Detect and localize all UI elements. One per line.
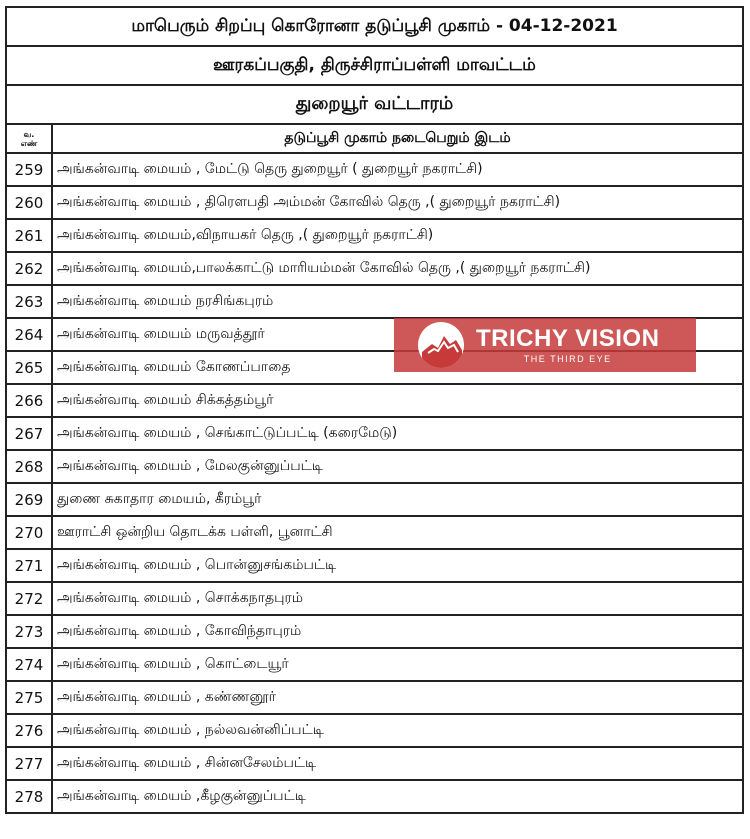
table-row [6,417,743,450]
serial-number-cell: 277 [6,747,52,780]
place-cell: அங்கன்வாடி மையம் மருவத்தூர் [52,318,743,351]
table-row [6,780,743,813]
table-row [6,153,743,186]
vaccination-camp-table [5,6,744,814]
place-cell: அங்கன்வாடி மையம் , செங்காட்டுப்பட்டி (கரைமேடு) [52,417,743,450]
serial-number-cell: 272 [6,582,52,615]
place-cell: அங்கன்வாடி மையம் , சின்னசேலம்பட்டி [52,747,743,780]
serial-number-cell: 259 [6,153,52,186]
place-cell: துணை சுகாதார மையம், கீரம்பூர் [52,483,743,516]
place-cell: அங்கன்வாடி மையம் கோணப்பாதை [52,351,743,384]
serial-number-cell: 262 [6,252,52,285]
place-cell: அங்கன்வாடி மையம் ,கீழகுன்னுப்பட்டி [52,780,743,813]
trichy-vision-logo-icon [418,322,464,368]
district-subtitle: ஊரகப்பகுதி, திருச்சிராப்பள்ளி மாவட்டம் [6,46,743,85]
serial-number-cell: 278 [6,780,52,813]
serial-number-cell: 275 [6,681,52,714]
column-header-row [6,124,743,153]
table-row [6,384,743,417]
table-row [6,516,743,549]
serial-number-cell: 264 [6,318,52,351]
place-header: தடுப்பூசி முகாம் நடைபெறும் இடம் [52,124,743,153]
serial-number-header [6,124,52,153]
table-row [6,549,743,582]
serial-number-cell: 270 [6,516,52,549]
place-cell: அங்கன்வாடி மையம் நரசிங்கபுரம் [52,285,743,318]
serial-number-cell: 269 [6,483,52,516]
serial-number-cell: 268 [6,450,52,483]
watermark-title: TRICHY VISION [476,325,660,352]
place-cell: அங்கன்வாடி மையம் , கொட்டையூர் [52,648,743,681]
subtitle-row [6,46,743,85]
place-cell: அங்கன்வாடி மையம் , மேலகுன்னுப்பட்டி [52,450,743,483]
serial-number-cell: 274 [6,648,52,681]
table-row [6,681,743,714]
place-cell: அங்கன்வாடி மையம்,பாலக்காட்டு மாரியம்மன் கோவில் தெரு ,( துறையூர் நகராட்சி) [52,252,743,285]
title-row [6,7,743,46]
serial-number-cell: 276 [6,714,52,747]
place-cell: அங்கன்வாடி மையம் , கண்ணனூர் [52,681,743,714]
place-cell: அங்கன்வாடி மையம் சிக்கத்தம்பூர் [52,384,743,417]
page-title: மாபெரும் சிறப்பு கொரோனா தடுப்பூசி முகாம் - 04-12-2021 [6,7,743,46]
place-cell: அங்கன்வாடி மையம் , கோவிந்தாபுரம் [52,615,743,648]
place-cell: ஊராட்சி ஒன்றிய தொடக்க பள்ளி, பூனாட்சி [52,516,743,549]
serial-number-cell: 266 [6,384,52,417]
serial-number-header-line1: வ. [23,129,35,139]
serial-number-cell: 263 [6,285,52,318]
table-row [6,714,743,747]
block-name: துறையூர் வட்டாரம் [6,85,743,124]
place-cell: அங்கன்வாடி மையம் , சொக்கநாதபுரம் [52,582,743,615]
serial-number-cell: 271 [6,549,52,582]
table-row [6,186,743,219]
serial-number-cell: 265 [6,351,52,384]
place-cell: அங்கன்வாடி மையம் , மேட்டு தெரு துறையூர் ( துறையூர் நகராட்சி) [52,153,743,186]
table-row [6,219,743,252]
serial-number-cell: 260 [6,186,52,219]
table-row [6,747,743,780]
trichy-vision-watermark [394,318,696,372]
place-cell: அங்கன்வாடி மையம் , திரௌபதி அம்மன் கோவில் தெரு ,( துறையூர் நகராட்சி) [52,186,743,219]
table-row [6,582,743,615]
table-row [6,450,743,483]
serial-number-cell: 261 [6,219,52,252]
table-row [6,483,743,516]
table-row [6,252,743,285]
table-row [6,285,743,318]
serial-number-cell: 267 [6,417,52,450]
block-row [6,85,743,124]
serial-number-cell: 273 [6,615,52,648]
serial-number-header-line2: எண் [20,138,38,148]
watermark-tagline: THE THIRD EYE [523,354,612,364]
table-row [6,648,743,681]
table-row [6,615,743,648]
place-cell: அங்கன்வாடி மையம்,விநாயகர் தெரு ,( துறையூர் நகராட்சி) [52,219,743,252]
place-cell: அங்கன்வாடி மையம் , பொன்னுசங்கம்பட்டி [52,549,743,582]
place-cell: அங்கன்வாடி மையம் , நல்லவன்னிப்பட்டி [52,714,743,747]
